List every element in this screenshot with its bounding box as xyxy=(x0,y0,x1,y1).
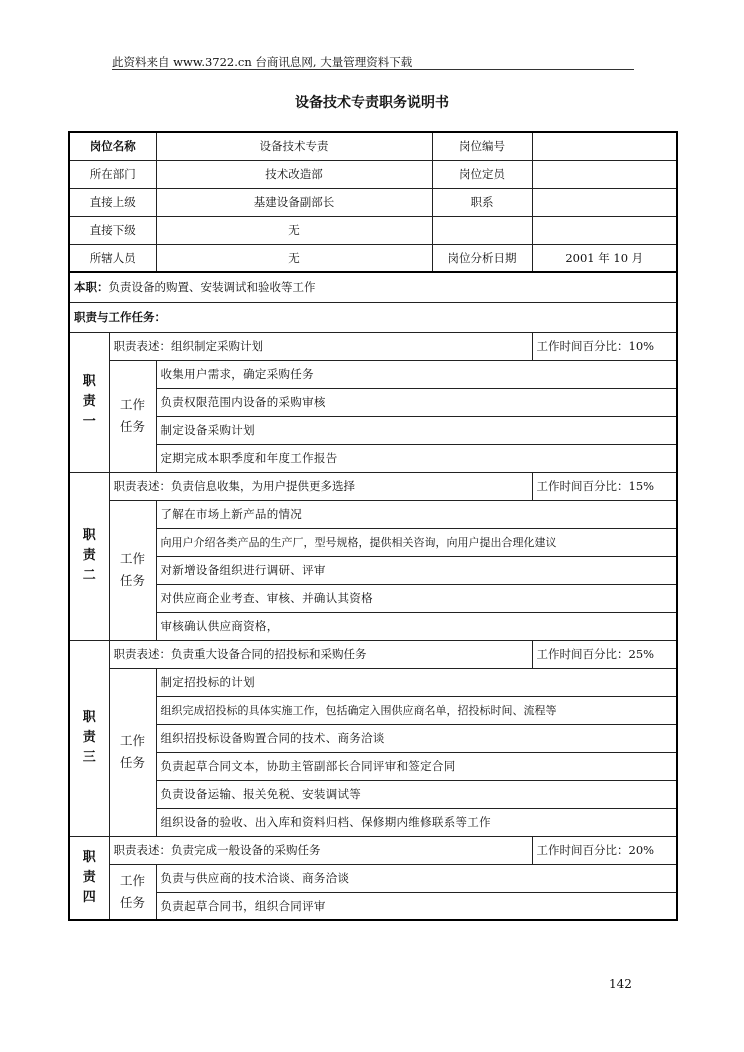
time-percent: 工作时间百分比：20% xyxy=(532,836,677,864)
info-label: 直接上级 xyxy=(69,188,156,216)
info-row xyxy=(69,188,677,216)
task-item: 负责设备运输、报关免税、安装调试等 xyxy=(156,780,677,808)
task-row xyxy=(69,528,677,556)
duty-statement-row xyxy=(69,472,677,500)
task-row xyxy=(69,668,677,696)
basic-duty-row xyxy=(69,272,677,302)
task-row xyxy=(69,724,677,752)
info-row xyxy=(69,216,677,244)
info-value: 无 xyxy=(156,216,432,244)
info-label: 岗位名称 xyxy=(69,132,156,160)
info-value-2 xyxy=(532,188,677,216)
job-description-table xyxy=(68,131,678,921)
time-percent: 工作时间百分比：25% xyxy=(532,640,677,668)
task-item: 负责权限范围内设备的采购审核 xyxy=(156,388,677,416)
duty-statement-row xyxy=(69,332,677,360)
task-item: 负责起草合同文本，协助主管副部长合同评审和签定合同 xyxy=(156,752,677,780)
task-row xyxy=(69,556,677,584)
task-item: 组织设备的验收、出入库和资料归档、保修期内维修联系等工作 xyxy=(156,808,677,836)
header-divider xyxy=(112,69,634,70)
task-row xyxy=(69,780,677,808)
task-item: 向用户介绍各类产品的生产厂，型号规格，提供相关咨询，向用户提出合理化建议 xyxy=(156,528,677,556)
task-row xyxy=(69,612,677,640)
task-item: 负责与供应商的技术洽谈、商务洽谈 xyxy=(156,864,677,892)
work-task-label: 工作 任务 xyxy=(109,360,156,472)
info-label-2: 岗位分析日期 xyxy=(432,244,532,272)
info-label-2: 岗位定员 xyxy=(432,160,532,188)
task-row xyxy=(69,416,677,444)
basic-duty-text: 负责设备的购置、安装调试和验收等工作 xyxy=(108,280,316,295)
info-row xyxy=(69,160,677,188)
info-value-2 xyxy=(532,132,677,160)
work-task-label: 工作 任务 xyxy=(109,500,156,640)
task-row xyxy=(69,808,677,836)
info-label: 所辖人员 xyxy=(69,244,156,272)
task-item: 制定招投标的计划 xyxy=(156,668,677,696)
duty-name: 职 责 三 xyxy=(69,640,109,836)
task-item: 定期完成本职季度和年度工作报告 xyxy=(156,444,677,472)
task-row xyxy=(69,864,677,892)
duty-statement-row xyxy=(69,640,677,668)
info-row xyxy=(69,132,677,160)
info-value-2 xyxy=(532,160,677,188)
duties-heading-row xyxy=(69,302,677,332)
duty-statement: 职责表述：负责重大设备合同的招投标和采购任务 xyxy=(109,640,532,668)
task-item: 收集用户需求，确定采购任务 xyxy=(156,360,677,388)
task-row xyxy=(69,752,677,780)
duty-statement: 职责表述：组织制定采购计划 xyxy=(109,332,532,360)
info-label-2: 职系 xyxy=(432,188,532,216)
document-title: 设备技术专责职务说明书 xyxy=(295,95,449,111)
info-row xyxy=(69,244,677,272)
duty-statement: 职责表述：负责完成一般设备的采购任务 xyxy=(109,836,532,864)
info-value: 基建设备副部长 xyxy=(156,188,432,216)
info-value-2 xyxy=(532,216,677,244)
info-value: 设备技术专责 xyxy=(156,132,432,160)
source-header: 此资料来自 www.3722.cn 台商讯息网, 大量管理资料下载 xyxy=(112,55,413,69)
task-item: 制定设备采购计划 xyxy=(156,416,677,444)
task-row xyxy=(69,360,677,388)
task-item: 负责起草合同书，组织合同评审 xyxy=(156,892,677,920)
task-row xyxy=(69,696,677,724)
duty-statement-row xyxy=(69,836,677,864)
info-label-2 xyxy=(432,216,532,244)
task-item: 组织招投标设备购置合同的技术、商务洽谈 xyxy=(156,724,677,752)
info-label-2: 岗位编号 xyxy=(432,132,532,160)
basic-duty-label: 本职： xyxy=(74,280,109,295)
task-item: 组织完成招投标的具体实施工作，包括确定入围供应商名单，招投标时间、流程等 xyxy=(156,696,677,724)
time-percent: 工作时间百分比：15% xyxy=(532,472,677,500)
info-value: 技术改造部 xyxy=(156,160,432,188)
task-row xyxy=(69,500,677,528)
task-item: 审核确认供应商资格， xyxy=(156,612,677,640)
task-item: 对供应商企业考查、审核、并确认其资格 xyxy=(156,584,677,612)
duty-name: 职 责 四 xyxy=(69,836,109,920)
task-item: 对新增设备组织进行调研、评审 xyxy=(156,556,677,584)
duties-heading: 职责与工作任务： xyxy=(69,302,677,332)
task-row xyxy=(69,388,677,416)
task-item: 了解在市场上新产品的情况 xyxy=(156,500,677,528)
duty-name: 职 责 一 xyxy=(69,332,109,472)
page-number: 142 xyxy=(609,977,632,991)
info-value: 无 xyxy=(156,244,432,272)
task-row xyxy=(69,584,677,612)
duty-statement: 职责表述：负责信息收集，为用户提供更多选择 xyxy=(109,472,532,500)
work-task-label: 工作 任务 xyxy=(109,864,156,920)
task-row xyxy=(69,892,677,920)
info-label: 直接下级 xyxy=(69,216,156,244)
duty-name: 职 责 二 xyxy=(69,472,109,640)
info-label: 所在部门 xyxy=(69,160,156,188)
time-percent: 工作时间百分比：10% xyxy=(532,332,677,360)
work-task-label: 工作 任务 xyxy=(109,668,156,836)
task-row xyxy=(69,444,677,472)
info-value-2: 2001 年 10 月 xyxy=(532,244,677,272)
